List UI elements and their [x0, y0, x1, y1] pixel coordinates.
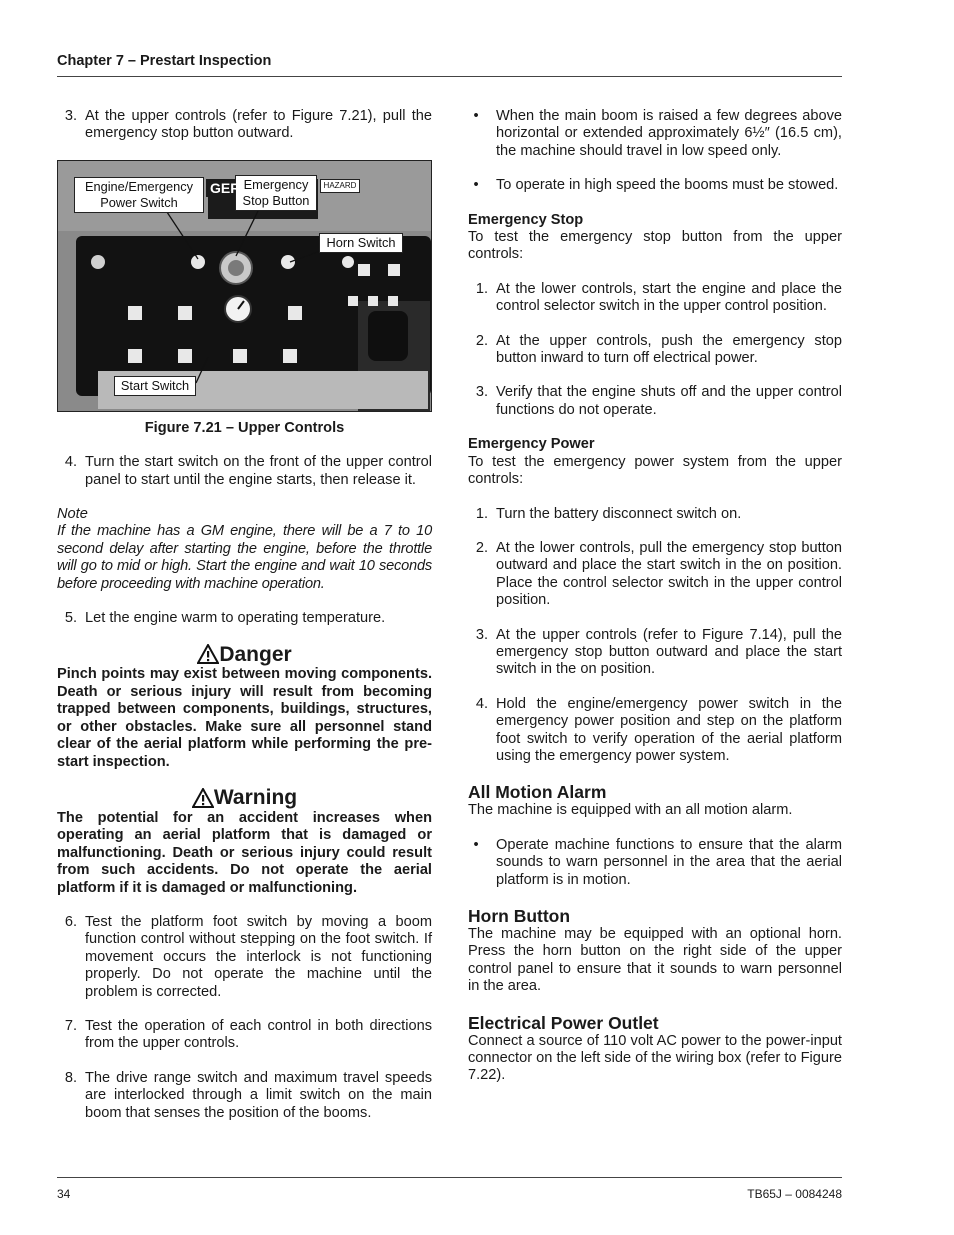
electrical-power-outlet-text: Connect a source of 110 volt AC power to the power-input connector on the left side of the wiring box (refer to Figure 7.22).: [468, 1032, 842, 1084]
figure-caption: Figure 7.21 – Upper Controls: [144, 419, 345, 436]
danger-label: Danger: [219, 642, 292, 666]
emergency-stop-heading: Emergency Stop: [468, 211, 584, 228]
chapter-title: Chapter 7 – Prestart Inspection: [57, 53, 272, 69]
electrical-power-outlet-heading: Electrical Power Outlet: [468, 1012, 659, 1033]
warning-alert-icon: [192, 788, 214, 808]
right-column: [468, 108, 842, 1102]
step-6: 6. Test the platform foot switch by moving a boom function control without stepping on the foot switch. If movement occurs the interlock is not functioning properly. Do not operate the machine until the problem is corrected.: [64, 913, 432, 1000]
upper-controls-photo: [57, 160, 432, 412]
warning-heading: [57, 788, 432, 808]
danger-text: Pinch points may exist between moving components. Death or serious injury will result from becoming trapped between components, buildings, structures, or other obstacles. Make sure all personnel stand clear of the aerial platform while performing the pre-start inspection.: [57, 666, 432, 770]
emergency-power-intro: To test the emergency power system from the upper controls:: [468, 453, 842, 488]
step-8: 8. The drive range switch and maximum travel speeds are interlocked through a limit switch on the main boom that senses the position of the booms.: [64, 1069, 432, 1121]
estop-step-2: 2. At the upper controls, push the emergency stop button inward to turn off electrical power.: [475, 332, 842, 367]
horn-switch-label: Horn Switch: [319, 233, 403, 253]
note-body: If the machine has a GM engine, there will be a 7 to 10 second delay after starting the engine, before the throttle will go to mid or high. Start the engine and wait 10 seconds before proceeding with machine operation.: [57, 523, 432, 592]
emergency-stop-intro: To test the emergency stop button from the upper controls:: [468, 229, 842, 263]
emergency-power-heading: Emergency Power: [468, 436, 595, 453]
note-label: Note: [57, 506, 88, 523]
estop-step-3: 3. Verify that the engine shuts off and the upper control functions do not operate.: [475, 384, 842, 418]
document-id: TB65J – 0084248: [747, 1187, 842, 1201]
danger-heading: [57, 644, 432, 664]
horn-button-heading: Horn Button: [468, 906, 571, 926]
epower-step-1: 1. Turn the battery disconnect switch on.: [475, 505, 742, 522]
step-5: 5. Let the engine warm to operating temperature.: [64, 610, 386, 627]
bullet-low-speed: • When the main boom is raised a few degrees above horizontal or extended approximately 6½″ (16.5 cm), the machine should travel in low speed only.: [473, 108, 842, 159]
step-3: 3. At the upper controls (refer to Figure 7.21), pull the emergency stop button outward.: [64, 108, 432, 142]
bullet-high-speed: • To operate in high speed the booms must be stowed.: [473, 177, 839, 194]
danger-alert-icon: [197, 644, 219, 664]
emergency-stop-button-label: Emergency Stop Button: [235, 175, 317, 211]
epower-step-2: 2. At the lower controls, pull the emergency stop button outward and place the start switch in the on position. Place the control selector switch in the upper control position.: [475, 539, 842, 609]
hazard-decal: HAZARD: [320, 179, 360, 193]
bullet-alarm: • Operate machine functions to ensure that the alarm sounds to warn personnel in the area that the aerial platform is in motion.: [473, 836, 842, 888]
horn-button-text: The machine may be equipped with an optional horn. Press the horn button on the right side of the upper control panel to ensure that it sounds to warn personnel in the area.: [468, 926, 842, 995]
step-4: 4. Turn the start switch on the front of the upper control panel to start until the engine starts, then release it.: [64, 454, 432, 488]
epower-step-4: 4. Hold the engine/emergency power switch in the emergency power position and step on the platform foot switch to verify operation of the aerial platform using the emergency power system.: [475, 695, 842, 764]
page-footer: [57, 1177, 842, 1201]
danger-decal-fragment: GER: [206, 179, 234, 197]
step-7: 7. Test the operation of each control in both directions from the upper controls.: [64, 1017, 432, 1052]
warning-label: Warning: [213, 786, 298, 810]
page-header: [57, 53, 842, 77]
start-switch-label: Start Switch: [114, 376, 196, 396]
all-motion-alarm-intro: The machine is equipped with an all motion alarm.: [468, 802, 793, 819]
warning-text: The potential for an accident increases when operating an aerial platform that is damaged or malfunctioning. Death or serious injury could result from such accidents. Do not operate the aerial platform if it is damaged or malfunctioning.: [57, 809, 432, 896]
page-number: 34: [57, 1187, 71, 1201]
left-column: [57, 108, 432, 1139]
estop-step-1: 1. At the lower controls, start the engine and place the control selector switch in the upper control position.: [475, 280, 842, 315]
all-motion-alarm-heading: All Motion Alarm: [468, 782, 607, 803]
engine-emergency-power-switch-label: Engine/Emergency Power Switch: [74, 177, 204, 213]
epower-step-3: 3. At the upper controls (refer to Figure 7.14), pull the emergency stop button outward and place the start switch in the on position.: [475, 626, 842, 678]
